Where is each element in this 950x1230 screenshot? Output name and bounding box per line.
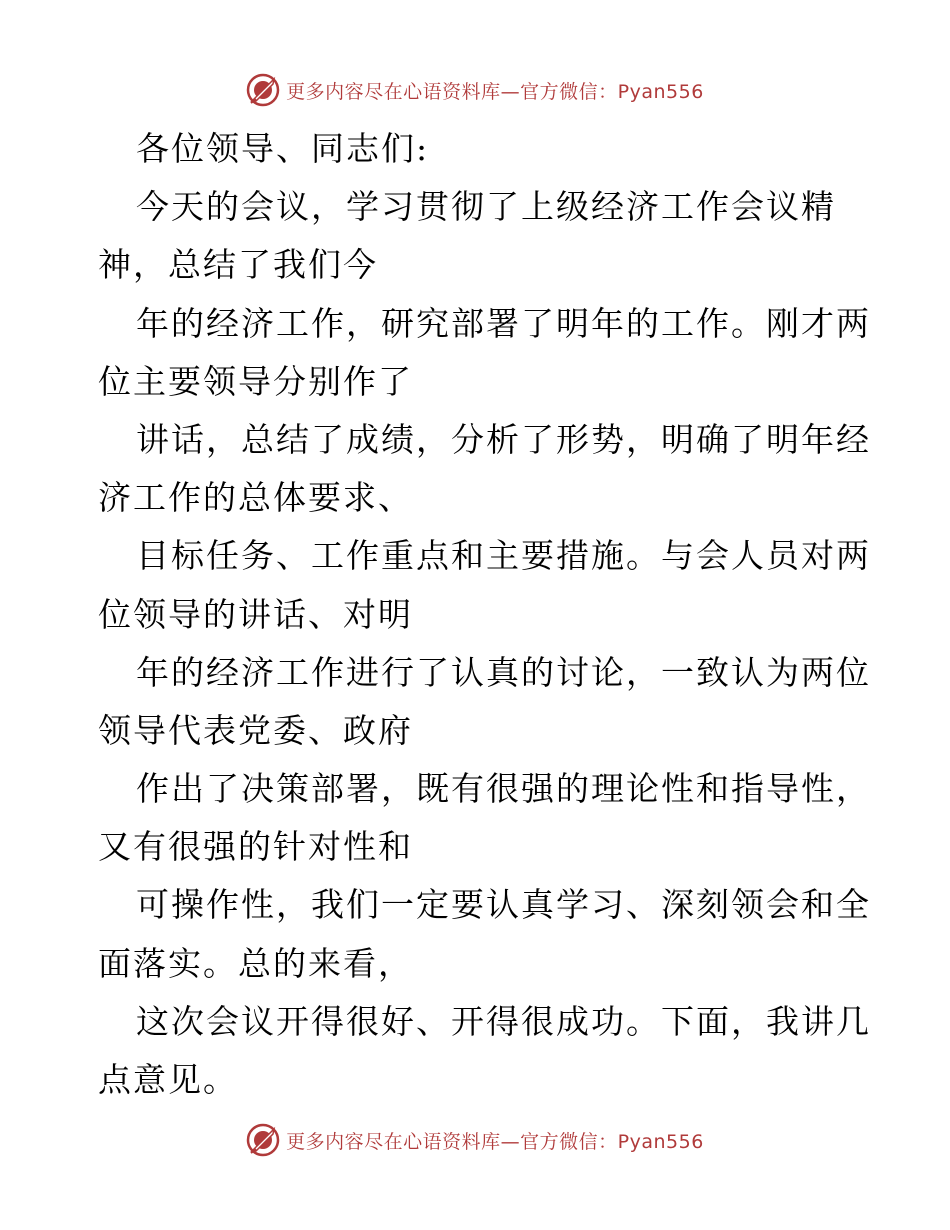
speech-body — [98, 120, 871, 1109]
text-line: 年的经济工作，研究部署了明年的工作。刚才两 — [136, 303, 871, 343]
text-line: 位领导的讲话、对明 — [98, 594, 413, 634]
text-line: 今天的会议，学习贯彻了上级经济工作会议精 — [136, 187, 836, 227]
quill-pen-logo — [246, 1123, 280, 1157]
banner-text: 更多内容尽在心语资料库—官方微信：Pyan556 — [286, 1130, 704, 1153]
text-line: 又有很强的针对性和 — [98, 827, 413, 867]
banner-text: 更多内容尽在心语资料库—官方微信：Pyan556 — [286, 80, 704, 103]
text-line: 济工作的总体要求、 — [98, 478, 413, 518]
text-line: 领导代表党委、政府 — [98, 710, 413, 750]
header-banner — [0, 70, 950, 110]
text-line: 位主要领导分别作了 — [98, 361, 413, 401]
text-line: 目标任务、工作重点和主要措施。与会人员对两 — [136, 536, 871, 576]
text-line: 面落实。总的来看， — [98, 943, 413, 983]
text-line: 神，总结了我们今 — [98, 245, 378, 285]
footer-banner — [0, 1120, 950, 1160]
text-line: 作出了决策部署，既有很强的理论性和指导性， — [136, 769, 871, 809]
text-line: 点意见。 — [98, 1060, 238, 1099]
text-line: 可操作性，我们一定要认真学习、深刻领会和全 — [136, 885, 871, 925]
text-line: 讲话，总结了成绩，分析了形势，明确了明年经 — [136, 419, 871, 459]
text-line: 各位领导、同志们: — [136, 129, 430, 168]
text-line: 年的经济工作进行了认真的讨论，一致认为两位 — [136, 652, 871, 692]
quill-pen-logo — [246, 73, 280, 107]
text-line: 这次会议开得很好、开得很成功。下面，我讲几 — [136, 1001, 871, 1041]
